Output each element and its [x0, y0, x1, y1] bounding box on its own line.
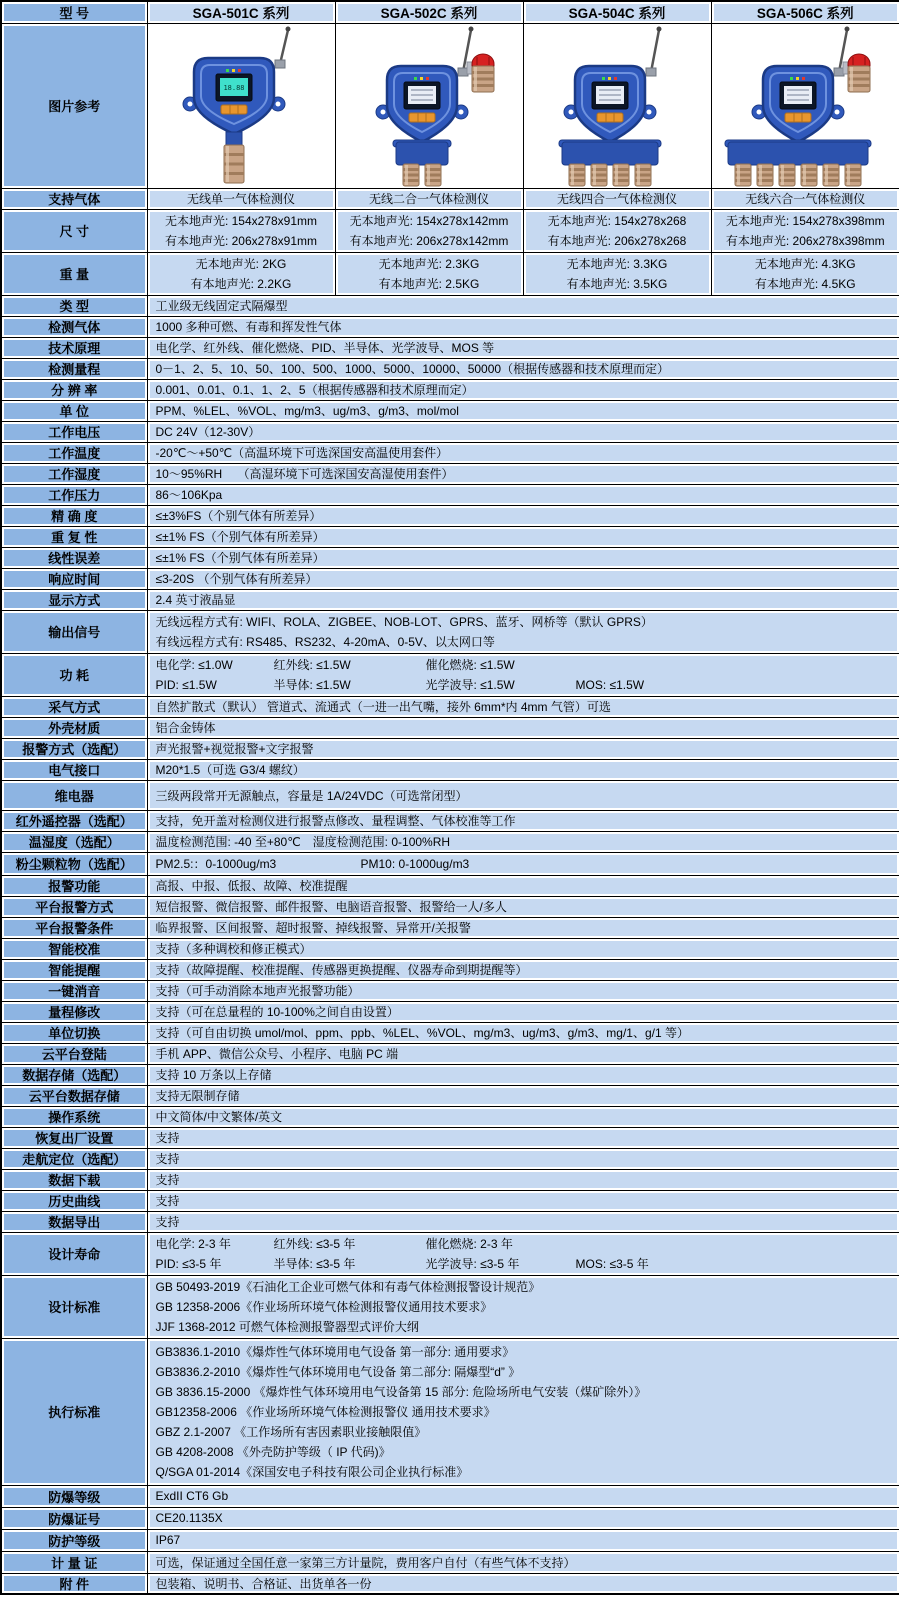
- spec-value: 支持无限制存储: [147, 1085, 899, 1106]
- spec-value: 包装箱、说明书、合格证、出货单各一份: [147, 1573, 899, 1594]
- spec-segment: 电化学: ≤1.0W: [155, 657, 233, 672]
- spec-row-label: 附 件: [1, 1573, 147, 1594]
- spec-cell: [523, 252, 711, 295]
- spec-cell-line: 有本地声光: 4.5KG: [754, 276, 856, 291]
- spec-cell: [711, 252, 899, 295]
- spec-segment: MOS: ≤3-5 年: [575, 1256, 649, 1271]
- device-image-1: [335, 23, 523, 188]
- spec-value: PPM、%LEL、%VOL、mg/m3、ug/m3、g/m3、mol/mol: [147, 400, 899, 421]
- spec-row: [1, 505, 899, 526]
- spec-row-label: 云平台登陆: [1, 1043, 147, 1064]
- spec-value: 温度检测范围: -40 至+80℃ 湿度检测范围: 0-100%RH: [147, 831, 899, 852]
- spec-value: ≤3-20S （个别气体有所差异）: [147, 568, 899, 589]
- model-header-3: SGA-506C 系列: [711, 1, 899, 23]
- spec-value: 三级两段常开无源触点，容量是 1A/24VDC（可选常闭型）: [147, 780, 899, 810]
- spec-row: [1, 896, 899, 917]
- spec-row-label: 报警功能: [1, 875, 147, 896]
- spec-value-line: GB 50493-2019《石油化工企业可燃气体和有毒气体检测报警设计规范》: [155, 1279, 541, 1294]
- spec-value-line: [156, 1234, 892, 1254]
- spec-value-line: GBZ 2.1-2007 《工作场所有害因素职业接触限值》: [155, 1424, 427, 1439]
- spec-segment: 半导体: ≤3-5 年: [273, 1256, 356, 1271]
- spec-cell-line: 无本地声光: 154x278x142mm: [349, 213, 509, 228]
- spec-row: [1, 980, 899, 1001]
- spec-row: [1, 295, 899, 316]
- spec-row: [1, 1232, 899, 1275]
- spec-row-label: 平台报警条件: [1, 917, 147, 938]
- spec-cell: [147, 209, 335, 252]
- spec-value: IP67: [147, 1529, 899, 1551]
- spec-value: -20℃～+50℃（高温环境下可选深国安高温使用套件）: [147, 442, 899, 463]
- spec-value: 声光报警+视觉报警+文字报警: [147, 738, 899, 759]
- spec-row-label: 响应时间: [1, 568, 147, 589]
- spec-row-label: 走航定位（选配）: [1, 1148, 147, 1169]
- spec-row-label: 输出信号: [1, 610, 147, 653]
- spec-row: [1, 526, 899, 547]
- spec-row: [1, 1064, 899, 1085]
- spec-row-label: 重 量: [1, 252, 147, 295]
- spec-value-line: [156, 675, 892, 695]
- spec-row-label: 分 辨 率: [1, 379, 147, 400]
- spec-cell-line: 有本地声光: 206x278x142mm: [349, 233, 509, 248]
- device-image-2: [523, 23, 711, 188]
- spec-row-label: 支持气体: [1, 188, 147, 209]
- spec-row-label: 数据下载: [1, 1169, 147, 1190]
- spec-row-label: 计 量 证: [1, 1551, 147, 1573]
- spec-value: 0.001、0.01、0.1、1、2、5（根据传感器和技术原理而定）: [147, 379, 899, 400]
- spec-value: ≤±1% FS（个别气体有所差异）: [147, 526, 899, 547]
- spec-value: 可选，保证通过全国任意一家第三方计量院，费用客户自付（有些气体不支持）: [147, 1551, 899, 1573]
- spec-row: [1, 188, 899, 209]
- spec-segment: PM2.5:：0-1000ug/m3: [155, 856, 277, 871]
- spec-row-label: 红外遥控器（选配）: [1, 810, 147, 831]
- spec-row-label: 执行标准: [1, 1338, 147, 1485]
- spec-row-label: 维电器: [1, 780, 147, 810]
- spec-row: [1, 1148, 899, 1169]
- spec-cell: [147, 252, 335, 295]
- spec-value: 短信报警、微信报警、邮件报警、电脑语音报警、报警给一人/多人: [147, 896, 899, 917]
- spec-value: 高报、中报、低报、故障、校准提醒: [147, 875, 899, 896]
- spec-row-label: 尺 寸: [1, 209, 147, 252]
- spec-segment: PID: ≤1.5W: [155, 677, 217, 692]
- spec-row-label: 单 位: [1, 400, 147, 421]
- spec-cell-line: 有本地声光: 206x278x268: [547, 233, 687, 248]
- spec-row-label: 检测量程: [1, 358, 147, 379]
- spec-value: 自然扩散式（默认） 管道式、流通式（一进一出气嘴，接外 6mm*内 4mm 气管）可选: [147, 696, 899, 717]
- spec-row-label: 单位切换: [1, 1022, 147, 1043]
- spec-row-label: 温湿度（选配）: [1, 831, 147, 852]
- spec-value: 2.4 英寸液晶显: [147, 589, 899, 610]
- image-row-label: 图片参考: [1, 23, 147, 188]
- spec-row: [1, 421, 899, 442]
- spec-value-line: [156, 1254, 892, 1274]
- spec-row-label: 工作温度: [1, 442, 147, 463]
- spec-row: [1, 1085, 899, 1106]
- spec-row-label: 平台报警方式: [1, 896, 147, 917]
- spec-row-label: 防护等级: [1, 1529, 147, 1551]
- spec-row: [1, 1127, 899, 1148]
- spec-row-label: 线性误差: [1, 547, 147, 568]
- model-header-1: SGA-502C 系列: [335, 1, 523, 23]
- spec-value: 支持: [147, 1190, 899, 1211]
- spec-value: 中文简体/中文繁体/英文: [147, 1106, 899, 1127]
- spec-row-label: 报警方式（选配）: [1, 738, 147, 759]
- spec-row-label: 设计寿命: [1, 1232, 147, 1275]
- spec-value: 手机 APP、微信公众号、小程序、电脑 PC 端: [147, 1043, 899, 1064]
- spec-cell-line: 有本地声光: 2.5KG: [378, 276, 480, 291]
- spec-row: [1, 852, 899, 875]
- spec-value-line: GB 4208-2008 《外壳防护等级（ IP 代码)》: [155, 1444, 391, 1459]
- spec-value: [147, 653, 899, 696]
- spec-value-line: GB 3836.15-2000 《爆炸性气体环境用电气设备第 15 部分: 危险场所电气安装（煤矿除外）》: [155, 1384, 647, 1399]
- spec-row-label: 工作压力: [1, 484, 147, 505]
- spec-value: 支持（可自由切换 umol/mol、ppm、ppb、%LEL、%VOL、mg/m3、ug/m3、g/m3、mg/1、g/1 等）: [147, 1022, 899, 1043]
- spec-row: [1, 610, 899, 653]
- spec-cell-line: 无本地声光: 2KG: [195, 256, 287, 271]
- spec-row: [1, 780, 899, 810]
- spec-cell-line: 无本地声光: 154x278x398mm: [725, 213, 885, 228]
- spec-value: 工业级无线固定式隔爆型: [147, 295, 899, 316]
- spec-row-label: 智能校准: [1, 938, 147, 959]
- spec-row: [1, 696, 899, 717]
- spec-cell-line: 无本地声光: 3.3KG: [566, 256, 668, 271]
- spec-value: 支持 10 万条以上存储: [147, 1064, 899, 1085]
- spec-row-label: 电气接口: [1, 759, 147, 780]
- spec-row: [1, 1573, 899, 1594]
- model-row-label: 型 号: [1, 1, 147, 23]
- spec-cell: 无线单一气体检测仪: [147, 188, 335, 209]
- spec-value: [147, 852, 899, 875]
- svg-text:18.88: 18.88: [222, 84, 245, 92]
- spec-row: [1, 831, 899, 852]
- spec-row: [1, 1529, 899, 1551]
- spec-row-label: 工作电压: [1, 421, 147, 442]
- spec-row: [1, 1485, 899, 1507]
- header-row: [1, 1, 899, 23]
- spec-row: [1, 738, 899, 759]
- spec-row: [1, 1043, 899, 1064]
- spec-value: ≤±1% FS（个别气体有所差异）: [147, 547, 899, 568]
- spec-segment: 红外线: ≤1.5W: [273, 657, 351, 672]
- spec-row-label: 功 耗: [1, 653, 147, 696]
- model-header-2: SGA-504C 系列: [523, 1, 711, 23]
- spec-value: 86～106Kpa: [147, 484, 899, 505]
- spec-value: 支持（故障提醒、校准提醒、传感器更换提醒、仪器寿命到期提醒等）: [147, 959, 899, 980]
- device-image-0: [147, 23, 335, 188]
- spec-row: [1, 400, 899, 421]
- spec-row: [1, 917, 899, 938]
- spec-segment: PID: ≤3-5 年: [155, 1256, 222, 1271]
- spec-row-label: 设计标准: [1, 1275, 147, 1338]
- spec-row-label: 技术原理: [1, 337, 147, 358]
- spec-row-label: 恢复出厂设置: [1, 1127, 147, 1148]
- spec-value: [147, 610, 899, 653]
- spec-value: 支持（可手动消除本地声光报警功能）: [147, 980, 899, 1001]
- spec-value-line: Q/SGA 01-2014《深国安电子科技有限公司企业执行标准》: [155, 1464, 469, 1479]
- spec-row: [1, 938, 899, 959]
- spec-value: DC 24V（12-30V）: [147, 421, 899, 442]
- spec-value-line: GB3836.2-2010《爆炸性气体环境用电气设备 第二部分: 隔爆型“d” 》: [155, 1364, 521, 1379]
- spec-value-line: JJF 1368-2012 可燃气体检测报警器型式评价大纲: [155, 1319, 419, 1334]
- model-header-0: SGA-501C 系列: [147, 1, 335, 23]
- spec-row: [1, 1275, 899, 1338]
- spec-row-label: 一键消音: [1, 980, 147, 1001]
- spec-row: [1, 337, 899, 358]
- spec-row: [1, 209, 899, 252]
- gas-detector-illustration: [524, 24, 711, 187]
- device-image-3: [711, 23, 899, 188]
- spec-value-line: 有线远程方式有: RS485、RS232、4-20mA、0-5V、以太网口等: [155, 634, 495, 649]
- spec-value: M20*1.5（可选 G3/4 螺纹）: [147, 759, 899, 780]
- spec-row-label: 云平台数据存储: [1, 1085, 147, 1106]
- spec-value: 铝合金铸体: [147, 717, 899, 738]
- spec-value: [147, 1232, 899, 1275]
- spec-row-label: 显示方式: [1, 589, 147, 610]
- spec-value: 0－1、2、5、10、50、100、500、1000、5000、10000、50000（根据传感器和技术原理而定）: [147, 358, 899, 379]
- spec-row: [1, 1338, 899, 1485]
- spec-cell-line: 无本地声光: 154x278x91mm: [164, 213, 318, 228]
- spec-value: 支持，免开盖对检测仪进行报警点修改、量程调整、气体校准等工作: [147, 810, 899, 831]
- spec-cell: 无线二合一气体检测仪: [335, 188, 523, 209]
- spec-row: [1, 1169, 899, 1190]
- spec-row-label: 数据存储（选配）: [1, 1064, 147, 1085]
- spec-row-label: 精 确 度: [1, 505, 147, 526]
- spec-row-label: 防爆证号: [1, 1507, 147, 1529]
- spec-row: [1, 759, 899, 780]
- spec-row-label: 量程修改: [1, 1001, 147, 1022]
- spec-row-label: 检测气体: [1, 316, 147, 337]
- spec-segment: 光学波导: ≤1.5W: [425, 677, 515, 692]
- spec-value: [147, 1338, 899, 1485]
- spec-value: 支持（可在总量程的 10-100%之间自由设置）: [147, 1001, 899, 1022]
- spec-row: [1, 484, 899, 505]
- spec-value-line: GB 12358-2006《作业场所环境气体检测报警仪通用技术要求》: [155, 1299, 493, 1314]
- spec-row: [1, 959, 899, 980]
- spec-row: [1, 1022, 899, 1043]
- spec-cell-line: 有本地声光: 206x278x91mm: [164, 233, 318, 248]
- spec-row-label: 外壳材质: [1, 717, 147, 738]
- spec-row: [1, 810, 899, 831]
- spec-row: [1, 717, 899, 738]
- spec-segment: 红外线: ≤3-5 年: [273, 1236, 356, 1251]
- spec-value-line: GB12358-2006 《作业场所环境气体检测报警仪 通用技术要求》: [155, 1404, 496, 1419]
- spec-row-label: 重 复 性: [1, 526, 147, 547]
- spec-row-label: 工作湿度: [1, 463, 147, 484]
- spec-row: [1, 1190, 899, 1211]
- spec-cell: 无线六合一气体检测仪: [711, 188, 899, 209]
- spec-value: 支持（多种调校和修正模式）: [147, 938, 899, 959]
- spec-cell-line: 无本地声光: 2.3KG: [378, 256, 480, 271]
- spec-value: ExdII CT6 Gb: [147, 1485, 899, 1507]
- spec-value: [147, 1275, 899, 1338]
- spec-segment: 催化燃烧: ≤1.5W: [425, 657, 515, 672]
- spec-segment: 光学波导: ≤3-5 年: [425, 1256, 520, 1271]
- spec-cell: [711, 209, 899, 252]
- spec-row-label: 数据导出: [1, 1211, 147, 1232]
- spec-row: [1, 1507, 899, 1529]
- spec-row: [1, 463, 899, 484]
- spec-value: CE20.1135X: [147, 1507, 899, 1529]
- spec-value: 支持: [147, 1148, 899, 1169]
- spec-cell-line: 有本地声光: 206x278x398mm: [725, 233, 885, 248]
- spec-value: 1000 多种可燃、有毒和挥发性气体: [147, 316, 899, 337]
- spec-value: 临界报警、区间报警、超时报警、掉线报警、异常开/关报警: [147, 917, 899, 938]
- spec-cell-line: 无本地声光: 4.3KG: [754, 256, 856, 271]
- spec-cell: [523, 209, 711, 252]
- spec-row: [1, 442, 899, 463]
- spec-cell: [335, 209, 523, 252]
- spec-value-line: 无线远程方式有: WIFI、ROLA、ZIGBEE、NOB-LOT、GPRS、蓝牙、网桥等（默认 GPRS）: [155, 614, 653, 629]
- spec-cell: 无线四合一气体检测仪: [523, 188, 711, 209]
- spec-cell-line: 有本地声光: 2.2KG: [190, 276, 292, 291]
- spec-row: [1, 1211, 899, 1232]
- spec-value: 支持: [147, 1211, 899, 1232]
- spec-row-label: 粉尘颗粒物（选配）: [1, 852, 147, 875]
- spec-segment: 催化燃烧: 2-3 年: [425, 1236, 513, 1251]
- spec-cell-line: 有本地声光: 3.5KG: [566, 276, 668, 291]
- spec-row: [1, 875, 899, 896]
- spec-row-label: 历史曲线: [1, 1190, 147, 1211]
- spec-row: [1, 653, 899, 696]
- spec-row-label: 采气方式: [1, 696, 147, 717]
- spec-row: [1, 1106, 899, 1127]
- spec-value: 支持: [147, 1127, 899, 1148]
- spec-row: [1, 547, 899, 568]
- spec-row: [1, 316, 899, 337]
- spec-segment: 电化学: 2-3 年: [155, 1236, 231, 1251]
- spec-row: [1, 568, 899, 589]
- spec-value: 支持: [147, 1169, 899, 1190]
- spec-row: [1, 1001, 899, 1022]
- gas-detector-illustration: [148, 24, 335, 187]
- spec-row: [1, 1551, 899, 1573]
- gas-detector-illustration: [712, 24, 899, 187]
- spec-row: [1, 379, 899, 400]
- spec-row: [1, 358, 899, 379]
- spec-segment: PM10: 0-1000ug/m3: [360, 856, 470, 871]
- spec-row: [1, 252, 899, 295]
- spec-value: 10～95%RH （高湿环境下可选深国安高湿使用套件）: [147, 463, 899, 484]
- spec-row-label: 类 型: [1, 295, 147, 316]
- image-row: [1, 23, 899, 188]
- spec-cell-line: 无本地声光: 154x278x268: [547, 213, 687, 228]
- spec-value-line: [156, 854, 892, 874]
- spec-cell: [335, 252, 523, 295]
- spec-value: ≤±3%FS（个别气体有所差异）: [147, 505, 899, 526]
- spec-row-label: 防爆等级: [1, 1485, 147, 1507]
- spec-row-label: 智能提醒: [1, 959, 147, 980]
- spec-value: 电化学、红外线、催化燃烧、PID、半导体、光学波导、MOS 等: [147, 337, 899, 358]
- spec-segment: MOS: ≤1.5W: [575, 677, 645, 692]
- spec-value-line: [156, 655, 892, 675]
- spec-row: [1, 589, 899, 610]
- spec-value-line: GB3836.1-2010《爆炸性气体环境用电气设备 第一部分: 通用要求》: [155, 1344, 515, 1359]
- spec-row-label: 操作系统: [1, 1106, 147, 1127]
- spec-segment: 半导体: ≤1.5W: [273, 677, 351, 692]
- gas-detector-illustration: [336, 24, 523, 187]
